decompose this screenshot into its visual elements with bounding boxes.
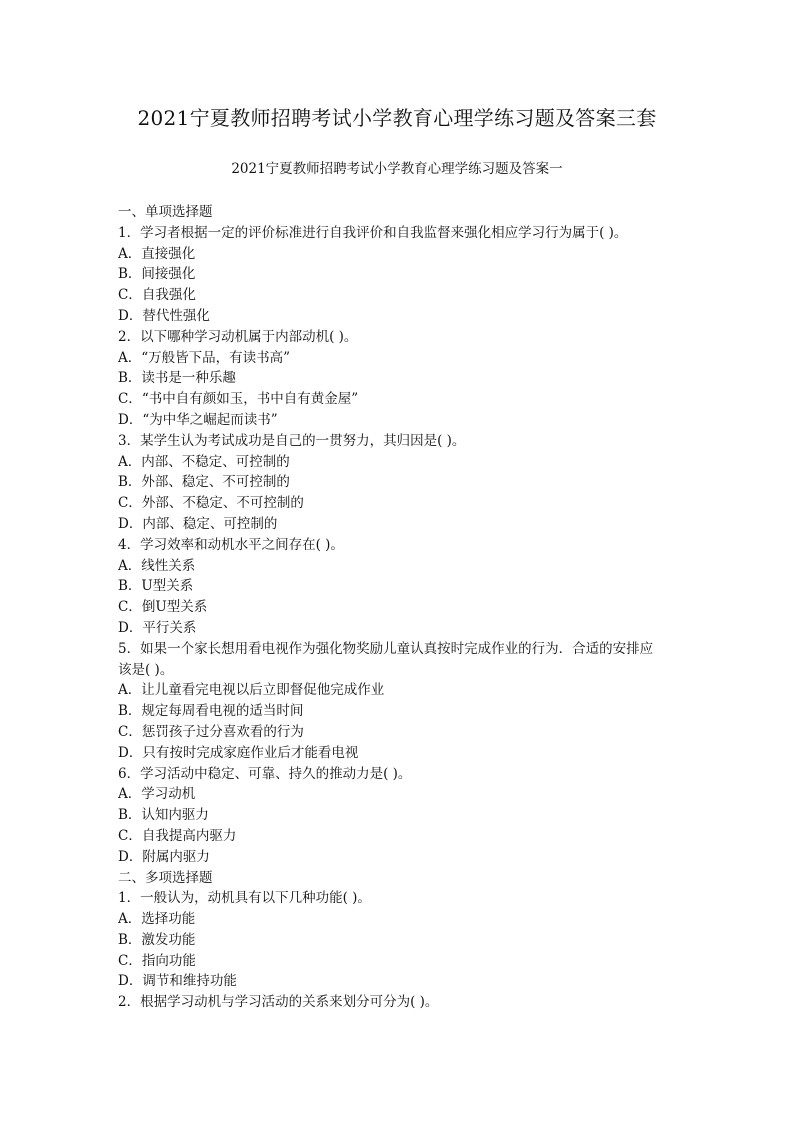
option-line: B．间接强化 — [118, 266, 196, 283]
option-line: A．直接强化 — [118, 245, 196, 262]
option-line: B．激发功能 — [118, 931, 196, 948]
option-line: D．“为中华之崛起而读书” — [118, 411, 278, 428]
document-subtitle: 2021宁夏教师招聘考试小学教育心理学练习题及答案一 — [231, 161, 563, 177]
option-line: B．规定每周看电视的适当时间 — [118, 703, 304, 720]
option-line: A．内部、不稳定、可控制的 — [118, 453, 290, 470]
option-line: A．让儿童看完电视以后立即督促他完成作业 — [118, 682, 385, 699]
option-line: D．内部、稳定、可控制的 — [118, 515, 278, 532]
option-line: B．外部、稳定、不可控制的 — [118, 474, 290, 491]
option-line: A．选择功能 — [118, 911, 196, 928]
option-line: C．惩罚孩子过分喜欢看的行为 — [118, 723, 304, 740]
option-line: B．认知内驱力 — [118, 807, 209, 824]
question-2: 2．以下哪种学习动机属于内部动机( )。 — [118, 328, 358, 345]
option-line: C．倒U型关系 — [118, 599, 208, 616]
question-5-continued: 该是( )。 — [118, 661, 174, 678]
option-line: C．“书中自有颜如玉，书中自有黄金屋” — [118, 391, 359, 408]
question-6: 6．学习活动中稳定、可靠、持久的推动力是( )。 — [118, 765, 412, 782]
question-3: 3．某学生认为考试成功是自己的一贯努力，其归因是( )。 — [118, 432, 466, 449]
option-line: B．U型关系 — [118, 578, 194, 595]
option-line: D．替代性强化 — [118, 307, 210, 324]
question-5: 5．如果一个家长想用看电视作为强化物奖励儿童认真按时完成作业的行为．合适的安排应 — [118, 640, 654, 657]
option-line: D．只有按时完成家庭作业后才能看电视 — [118, 744, 359, 761]
section-heading-single-choice: 一、单项选择题 — [118, 204, 213, 220]
multi-question-2: 2．根据学习动机与学习活动的关系来划分可分为( )。 — [118, 994, 439, 1011]
option-line: C．自我提高内驱力 — [118, 827, 237, 844]
document-body — [118, 202, 680, 1013]
multi-question-1: 1．一般认为，动机具有以下几种功能( )。 — [118, 890, 371, 907]
option-line: D．平行关系 — [118, 619, 197, 636]
section-heading-multiple-choice: 二、多项选择题 — [118, 869, 213, 886]
option-line: C．自我强化 — [118, 287, 196, 304]
option-line: A．线性关系 — [118, 557, 196, 574]
option-line: A．学习动机 — [118, 786, 196, 803]
option-line: C．外部、不稳定、不可控制的 — [118, 495, 304, 512]
question-4: 4．学习效率和动机水平之间存在( )。 — [118, 536, 344, 553]
option-line: B．读书是一种乐趣 — [118, 370, 236, 387]
option-line: D．调节和维持功能 — [118, 973, 237, 990]
question-1: 1．学习者根据一定的评价标准进行自我评价和自我监督来强化相应学习行为属于( )。 — [118, 224, 628, 241]
document-title: 2021宁夏教师招聘考试小学教育心理学练习题及答案三套 — [137, 106, 657, 130]
option-line: A．“万般皆下品，有读书高” — [118, 349, 291, 366]
option-line: C．指向功能 — [118, 952, 196, 969]
option-line: D．附属内驱力 — [118, 848, 210, 865]
